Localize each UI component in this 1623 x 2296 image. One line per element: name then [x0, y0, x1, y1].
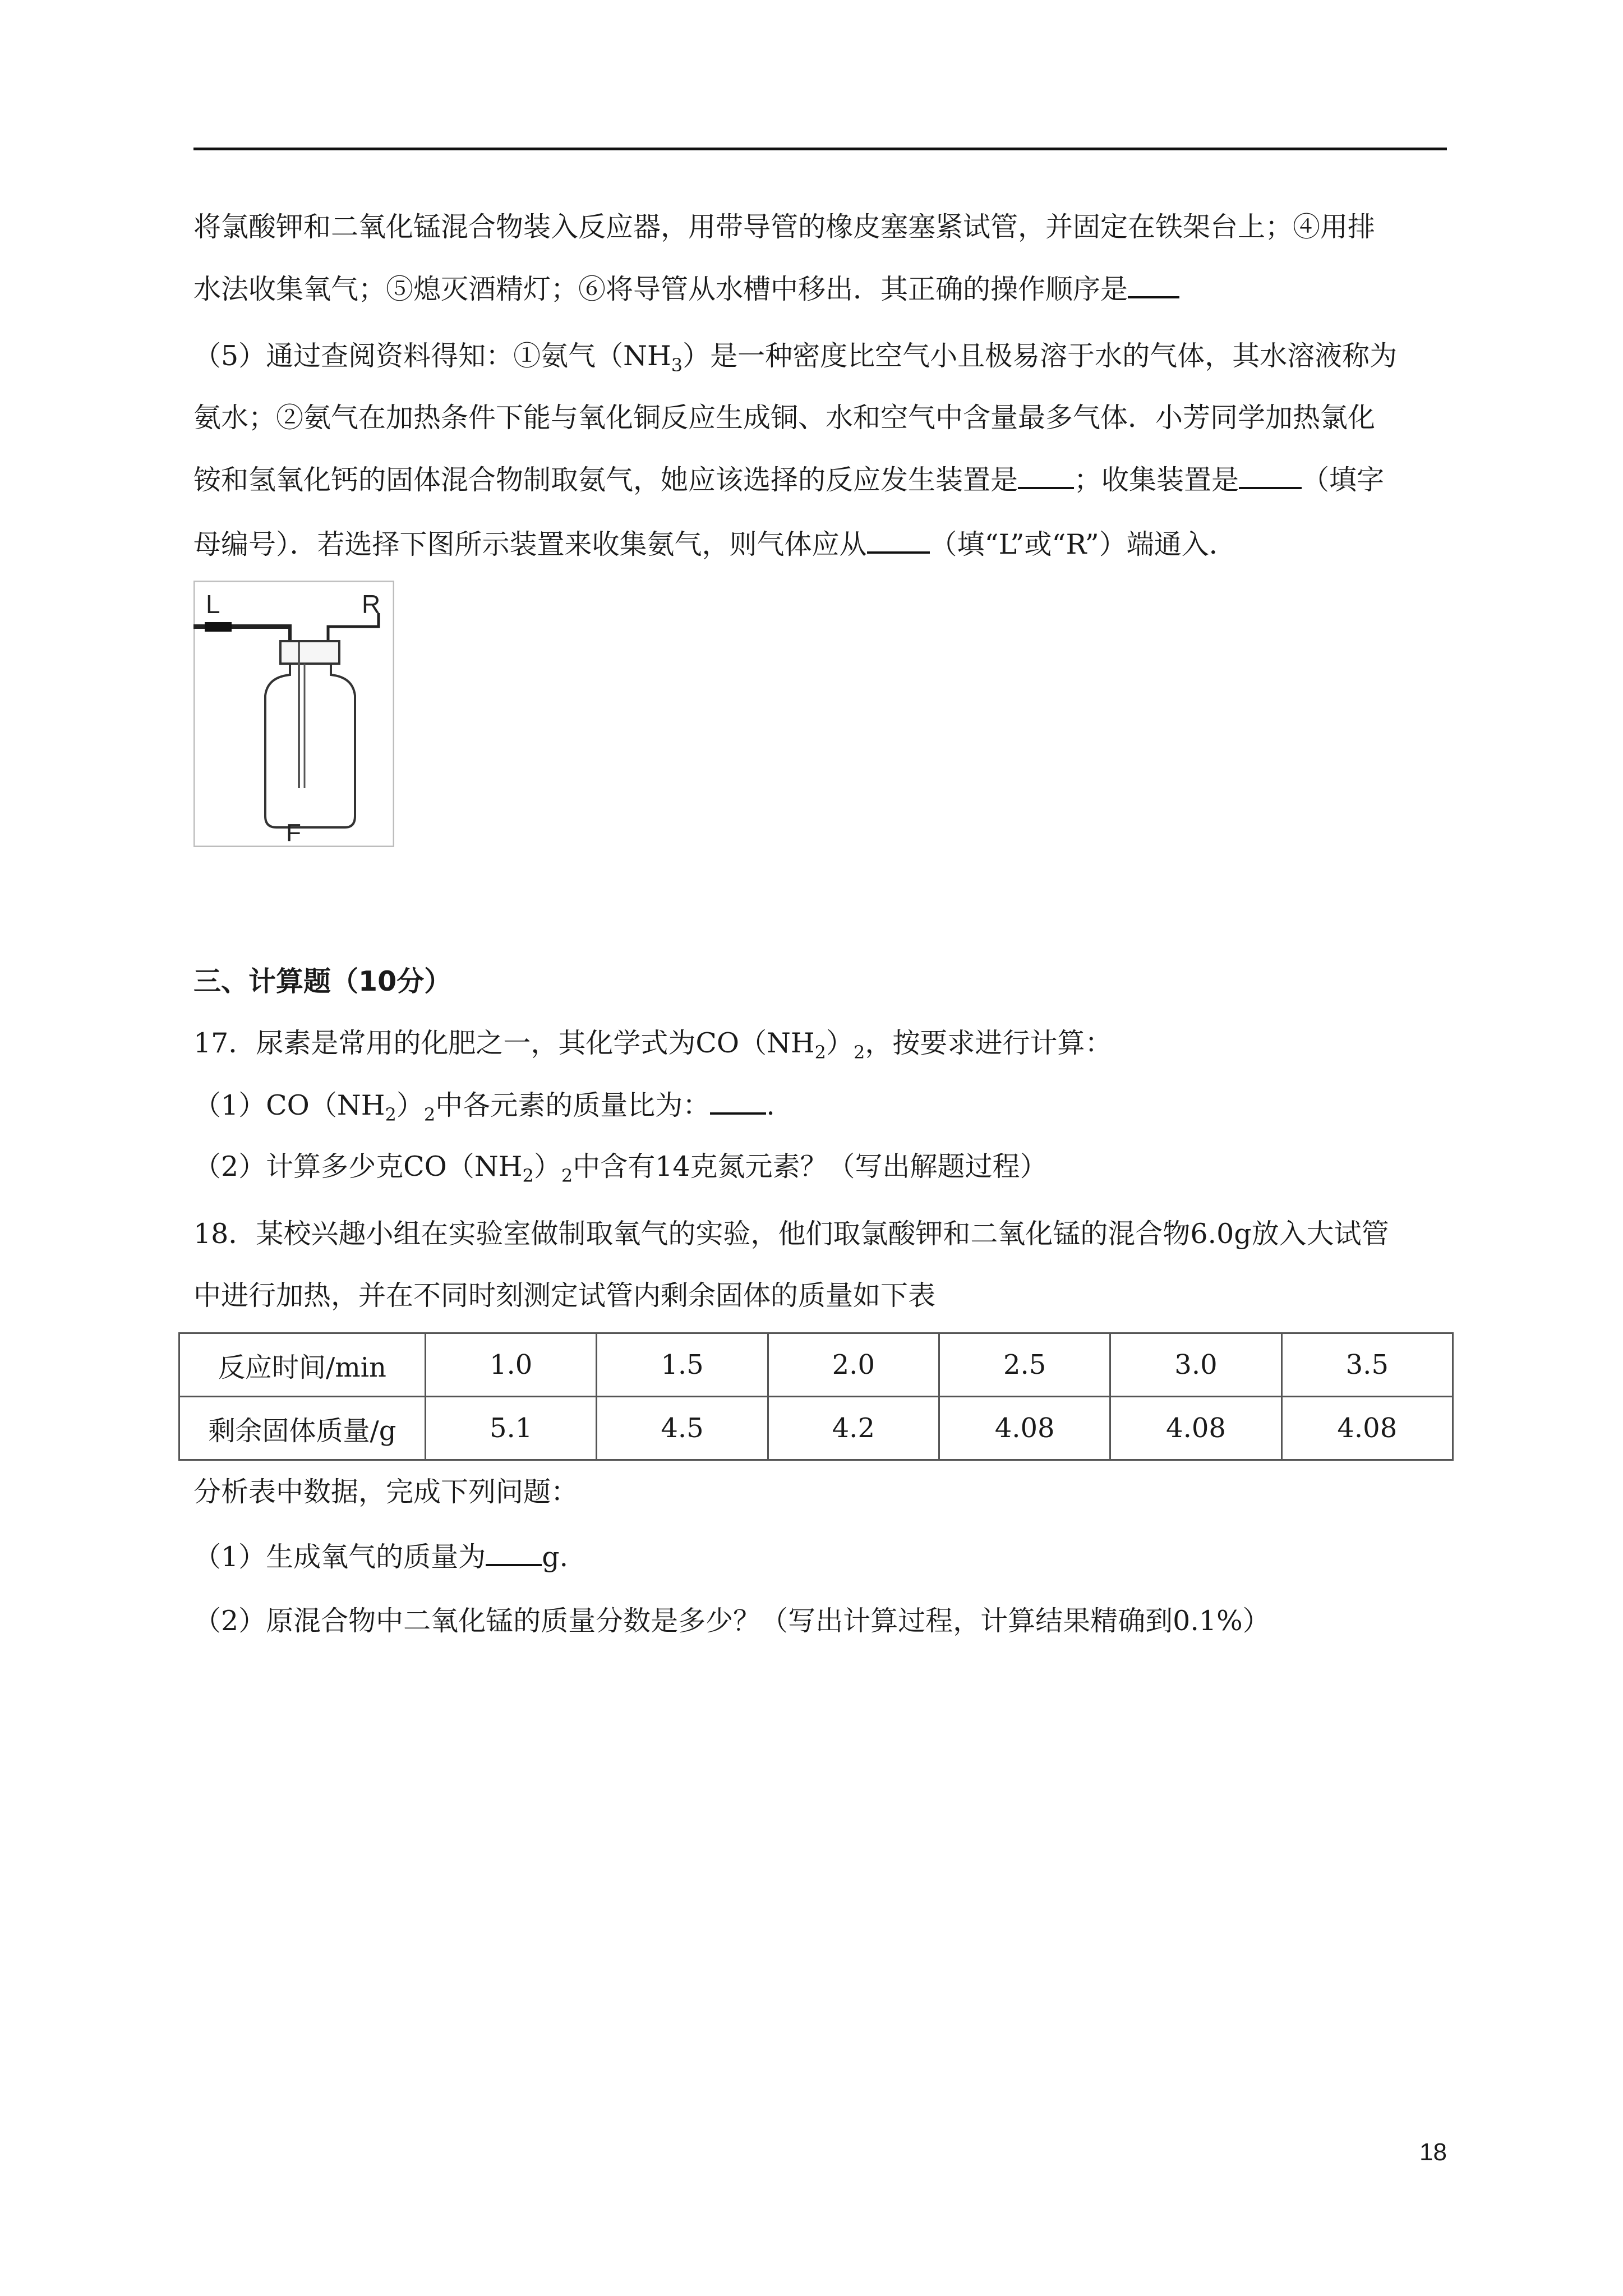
q17-stem-b: ）: [826, 1027, 854, 1059]
q18-part-2: （2）原混合物中二氧化锰的质量分数是多少？（写出计算过程，计算结果精确到0.1%）: [193, 1605, 1270, 1637]
inlet-blank[interactable]: [867, 524, 930, 554]
header-rule: [193, 148, 1447, 150]
table-cell: 3.0: [1110, 1333, 1281, 1397]
q18-line-2: 中进行加热，并在不同时刻测定试管内剩余固体的质量如下表: [193, 1280, 936, 1312]
table-cell: 4.5: [597, 1397, 768, 1460]
q5-line-1a: （5）通过查阅资料得知：①氨气（NH: [193, 340, 671, 372]
figure-label-f: F: [286, 819, 301, 846]
q17-part-2: [193, 1147, 1048, 1195]
q17-p2-sub2: 2: [561, 1165, 573, 1186]
table-cell: 1.0: [426, 1333, 597, 1397]
q17-p1-b: ）: [396, 1089, 424, 1121]
table-row: [179, 1333, 1453, 1397]
table-row: [179, 1397, 1453, 1460]
q17-part-1: [193, 1085, 775, 1134]
rubber-connector: [205, 622, 232, 632]
q17-stem-a: 17．尿素是常用的化肥之一，其化学式为CO（NH: [193, 1027, 815, 1059]
table-cell: 2.0: [768, 1333, 939, 1397]
q17-stem: [193, 1024, 1112, 1072]
q17-p1-end: .: [766, 1089, 775, 1121]
table-row-header: 反应时间/min: [179, 1333, 426, 1397]
q5-line-1: [193, 337, 1397, 385]
q18-part-1: [193, 1537, 568, 1577]
table-row-header: 剩余固体质量/g: [179, 1397, 426, 1460]
q17-p1-c: 中各元素的质量比为：: [435, 1089, 711, 1121]
table-cell: 4.2: [768, 1397, 939, 1460]
q17-p2-a: （2）计算多少克CO（NH: [193, 1151, 523, 1182]
continued-line-2: [193, 269, 1179, 309]
q17-stem-c: ，按要求进行计算：: [865, 1027, 1113, 1059]
q5-line-4: [193, 524, 1237, 564]
section-heading: 三、计算题（10分）: [193, 965, 452, 997]
table-cell: 5.1: [426, 1397, 597, 1460]
q18-p1-b: g.: [542, 1541, 569, 1573]
q17-p1-sub: 2: [385, 1103, 396, 1125]
stopper: [280, 641, 339, 664]
q5-line-4a: 母编号）．若选择下图所示装置来收集氨气，则气体应从: [193, 528, 867, 560]
figure-border: [194, 581, 394, 846]
continued-line-2-text: 水法收集氧气；⑤熄灭酒精灯；⑥将导管从水槽中移出．其正确的操作顺序是: [193, 273, 1128, 305]
table-cell: 4.08: [1281, 1397, 1453, 1460]
q5-line-2: 氨水；②氨气在加热条件下能与氧化铜反应生成铜、水和空气中含量最多气体．小芳同学加热氯化: [193, 402, 1376, 434]
q17-p1-a: （1）CO（NH: [193, 1089, 385, 1121]
gas-bottle-figure: [193, 581, 394, 847]
oxygen-mass-blank[interactable]: [486, 1537, 542, 1566]
q5-line-3: [193, 460, 1384, 500]
q18-p1-a: （1）生成氧气的质量为: [193, 1541, 486, 1573]
figure-label-r: R: [362, 590, 381, 619]
data-table: [178, 1332, 1454, 1461]
q17-sub-1: 2: [814, 1041, 826, 1063]
q18-line-1: 18．某校兴趣小组在实验室做制取氧气的实验，他们取氯酸钾和二氧化锰的混合物6.0g放入大试管: [193, 1218, 1389, 1250]
q17-p2-c: 中含有14克氮元素？（写出解题过程）: [573, 1151, 1048, 1182]
bottle-outline: [265, 664, 355, 827]
continued-line-1: 将氯酸钾和二氧化锰混合物装入反应器，用带导管的橡皮塞塞紧试管，并固定在铁架台上；④用排: [193, 211, 1376, 243]
generator-blank[interactable]: [1018, 460, 1074, 489]
q5-line-4b: （填“L”或“R”）端通入．: [929, 528, 1237, 560]
q17-p1-sub2: 2: [423, 1103, 436, 1125]
q5-line-3b: ；收集装置是: [1074, 464, 1239, 496]
ratio-blank[interactable]: [710, 1085, 766, 1115]
q5-line-3c: （填字: [1302, 464, 1385, 496]
figure-label-l: L: [206, 590, 220, 619]
q17-p2-sub: 2: [522, 1165, 534, 1186]
table-cell: 3.5: [1281, 1333, 1453, 1397]
table-cell: 4.08: [1110, 1397, 1281, 1460]
table-cell: 4.08: [939, 1397, 1110, 1460]
collector-blank[interactable]: [1239, 460, 1302, 489]
q5-subscript: 3: [671, 354, 683, 376]
answer-blank[interactable]: [1128, 269, 1179, 298]
table-cell: 1.5: [597, 1333, 768, 1397]
q18-after-table: 分析表中数据，完成下列问题：: [193, 1476, 579, 1508]
page-number: 18: [1419, 2138, 1447, 2166]
q5-line-1b: ）是一种密度比空气小且极易溶于水的气体，其水溶液称为: [683, 340, 1398, 372]
q5-line-3a: 铵和氢氧化钙的固体混合物制取氨气，她应该选择的反应发生装置是: [193, 464, 1018, 496]
table-cell: 2.5: [939, 1333, 1110, 1397]
q17-sub-2: 2: [854, 1041, 865, 1063]
q17-p2-b: ）: [533, 1151, 561, 1182]
